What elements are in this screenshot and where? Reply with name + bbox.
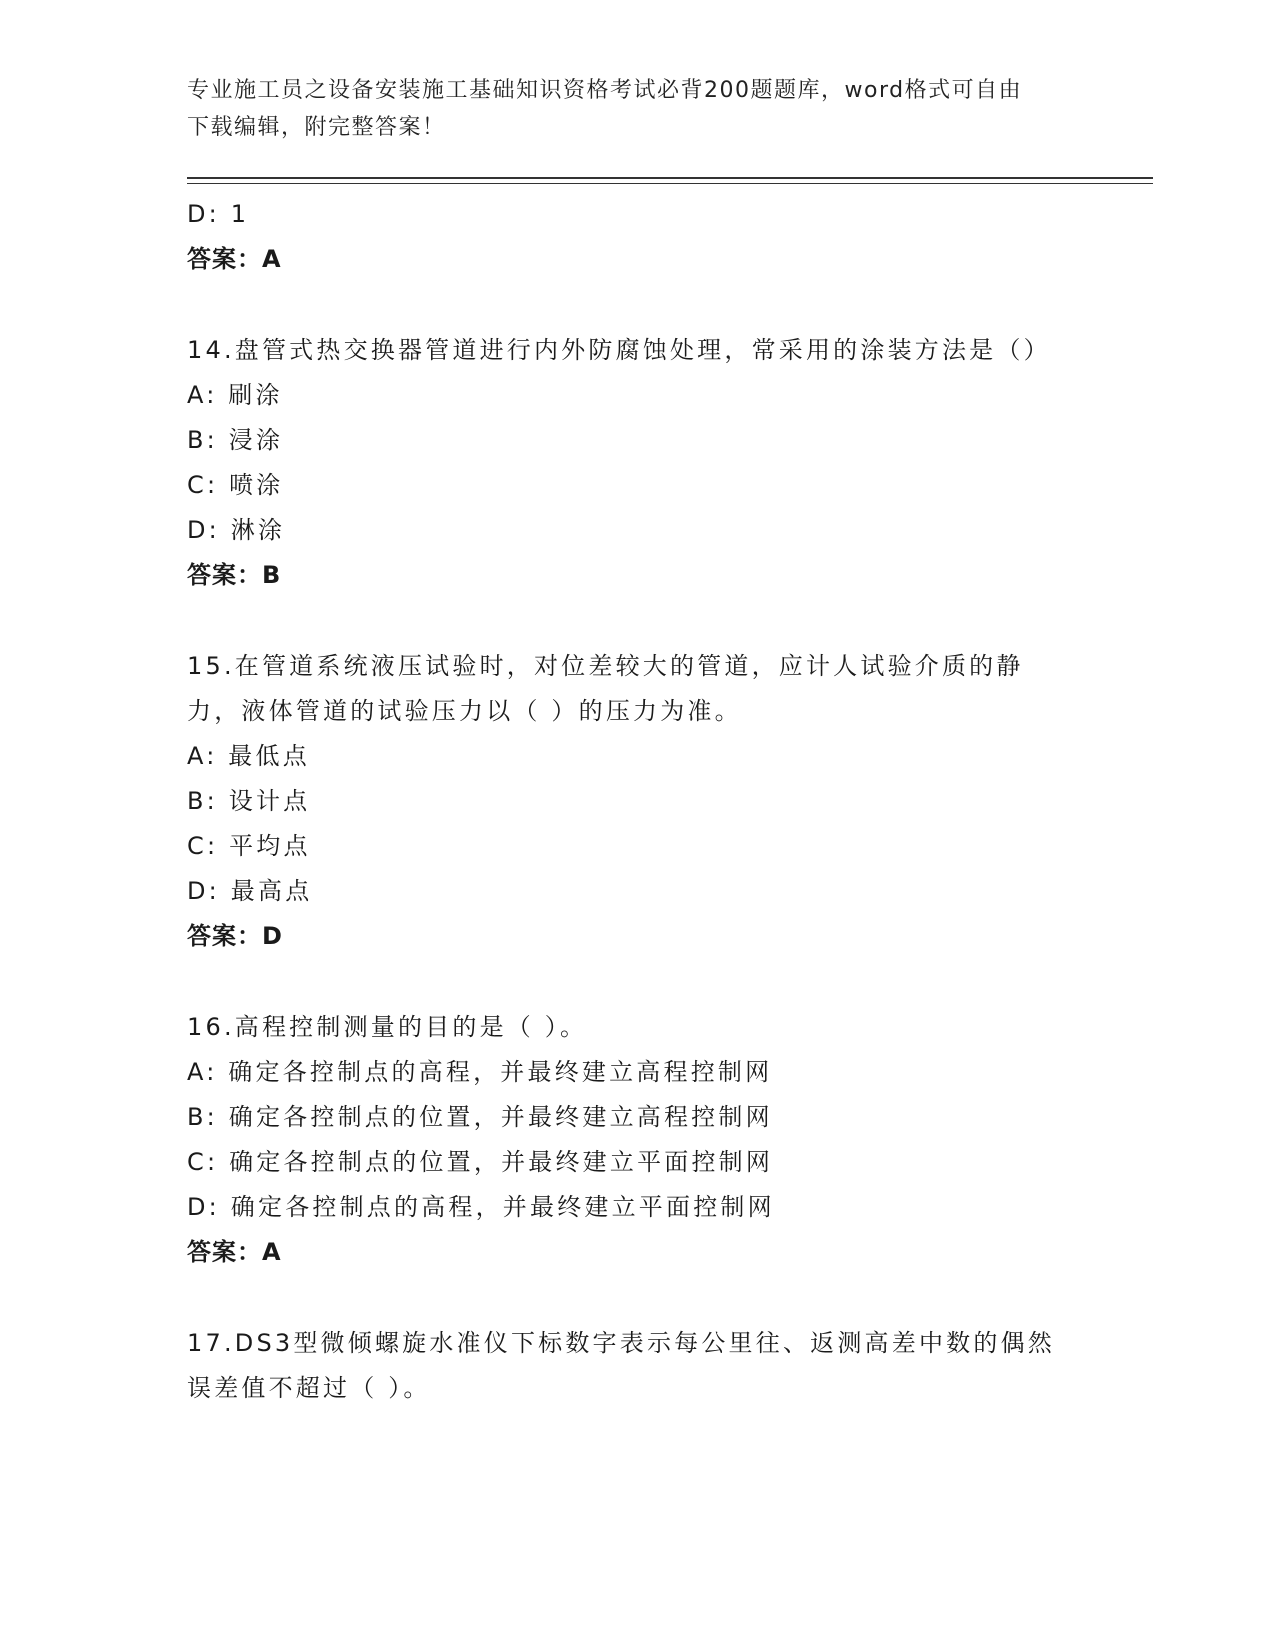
option-b: B: 设计点 [187, 787, 311, 815]
question-list [187, 192, 1087, 1411]
option-a: A: 最低点 [187, 742, 310, 770]
option-c: C: 确定各控制点的位置，并最终建立平面控制网 [187, 1148, 774, 1176]
option-d: D: 确定各控制点的高程，并最终建立平面控制网 [187, 1193, 775, 1221]
question-16 [187, 1005, 1087, 1275]
option-d: D: 淋涂 [187, 516, 286, 544]
question-14 [187, 328, 1087, 598]
question-17 [187, 1321, 1087, 1411]
header-divider-thin [187, 183, 1153, 184]
option-a: A: 刷涂 [187, 381, 283, 409]
question-15 [187, 644, 1087, 959]
question-stem: 14.盘管式热交换器管道进行内外防腐蚀处理，常采用的涂装方法是（） [187, 336, 1051, 364]
option-c: C: 平均点 [187, 832, 311, 860]
header-title-line-1: 专业施工员之设备安装施工基础知识资格考试必背200题题库，word格式可自由 [187, 78, 1023, 103]
answer: 答案：D [187, 922, 283, 950]
option-a: A: 确定各控制点的高程，并最终建立高程控制网 [187, 1058, 773, 1086]
spacer [187, 598, 1087, 644]
option-b: B: 确定各控制点的位置，并最终建立高程控制网 [187, 1103, 773, 1131]
prev-option-d: D: 1 [187, 200, 250, 228]
spacer [187, 1275, 1087, 1321]
answer: 答案：B [187, 561, 282, 589]
question-stem: 15.在管道系统液压试验时，对位差较大的管道，应计人试验介质的静力，液体管道的试验压力以（ ）的压力为准。 [187, 652, 1024, 725]
question-stem: 16.高程控制测量的目的是（ ）。 [187, 1013, 588, 1041]
question-stem: 17.DS3型微倾螺旋水准仪下标数字表示每公里往、返测高差中数的偶然误差值不超过（ ）。 [187, 1329, 1055, 1402]
header-title-line-2: 下载编辑，附完整答案！ [187, 115, 446, 140]
option-c: C: 喷涂 [187, 471, 284, 499]
answer: 答案：A [187, 1238, 282, 1266]
spacer [187, 959, 1087, 1005]
spacer [187, 282, 1087, 328]
header-divider-thick [187, 177, 1153, 179]
page-header [187, 72, 1067, 146]
option-b: B: 浸涂 [187, 426, 284, 454]
option-d: D: 最高点 [187, 877, 313, 905]
prev-answer: 答案：A [187, 245, 282, 273]
